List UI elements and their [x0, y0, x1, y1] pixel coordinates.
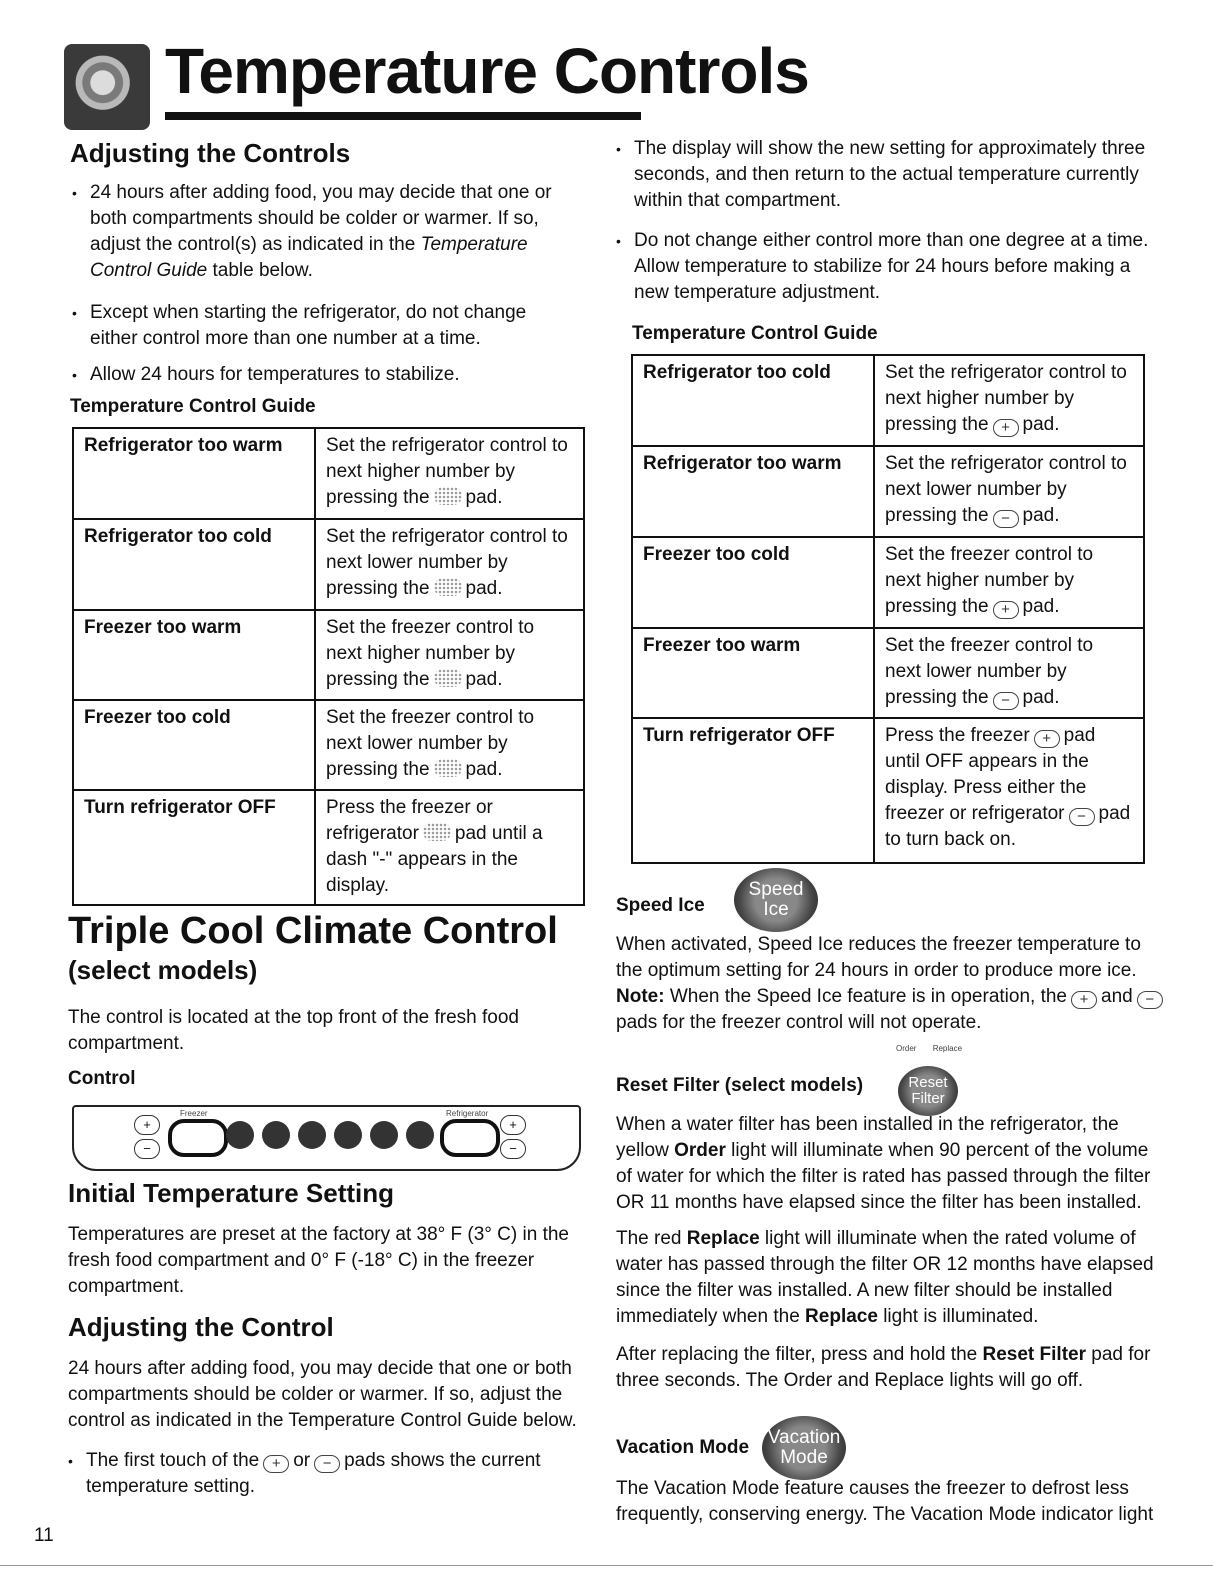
- action-text: Set the refrigerator control to next higher number by pressing the: [885, 362, 1127, 435]
- guide-action: [874, 628, 1144, 718]
- replace-indicator-label: Replace: [932, 1044, 963, 1053]
- action-text: pad.: [1022, 596, 1060, 617]
- reset-filter-p1: [616, 1112, 1161, 1216]
- badge-text: Filter: [911, 1090, 945, 1107]
- bullet-text: pads shows the current temperature setting.: [86, 1450, 541, 1497]
- speed-ice-badge-icon: [734, 868, 818, 932]
- minus-pad-icon: −: [314, 1455, 340, 1473]
- page-number: 11: [34, 1525, 54, 1546]
- badge-text: Speed: [748, 879, 804, 900]
- guide-condition: Turn refrigerator OFF: [73, 790, 315, 905]
- plus-pad-icon: +: [993, 601, 1019, 619]
- adjusting-control-bullet: [68, 1448, 586, 1500]
- guide-condition: Refrigerator too warm: [632, 446, 874, 537]
- bullet-text: or: [293, 1450, 311, 1471]
- panel-button-icon: [262, 1121, 290, 1149]
- bullet-item: • The display will show the new setting for approximately three seconds, and then return to the actual temperature currently within that compartment.: [616, 136, 1161, 214]
- bullet-text: table below.: [212, 260, 313, 281]
- panel-button-icon: [370, 1121, 398, 1149]
- guide-row: [632, 355, 1144, 446]
- pad-icon: [434, 487, 462, 505]
- action-text: pad.: [465, 759, 503, 780]
- badge-text: Ice: [763, 899, 789, 920]
- note-text: pads for the freezer control will not operate.: [616, 1012, 982, 1033]
- guide-row: [73, 519, 584, 610]
- freezer-plus-icon: +: [134, 1115, 160, 1135]
- action-text: Set the freezer control to next higher number by pressing the: [885, 544, 1094, 617]
- para-bold: Replace: [805, 1306, 878, 1327]
- pad-icon: [423, 823, 451, 841]
- badge-text: Reset: [908, 1074, 948, 1091]
- action-text: pad to turn back on.: [885, 803, 1131, 850]
- para-bold: Reset Filter: [982, 1344, 1086, 1365]
- freezer-minus-icon: −: [134, 1139, 160, 1159]
- guide-action: [874, 446, 1144, 537]
- vacation-mode-text: The Vacation Mode feature causes the freezer to defrost less frequently, conserving energy. The Vacation Mode indicator light: [616, 1478, 1154, 1525]
- action-text: pad.: [465, 487, 503, 508]
- bullet-item: [72, 180, 577, 284]
- action-text: pad.: [465, 669, 503, 690]
- plus-pad-icon: +: [993, 419, 1019, 437]
- panel-button-icon: [298, 1121, 326, 1149]
- dial-icon: [64, 44, 150, 130]
- action-text: pad until OFF appears in the display. Press either the freezer or refrigerator: [885, 725, 1096, 824]
- minus-pad-icon: −: [993, 510, 1019, 528]
- plus-pad-icon: +: [1071, 991, 1097, 1009]
- panel-button-icon: [226, 1121, 254, 1149]
- guide-action: [874, 355, 1144, 446]
- action-text: Press the freezer or refrigerator: [326, 797, 493, 844]
- bullet-item: • Do not change either control more than one degree at a time. Allow temperature to stabilize for 24 hours before making a new temperature adjustment.: [616, 228, 1161, 306]
- action-text: pad.: [1022, 414, 1060, 435]
- minus-pad-icon: −: [1069, 808, 1095, 826]
- para-text: When a water filter has been installed in the refrigerator, the yellow: [616, 1114, 1119, 1161]
- guide-condition: Freezer too cold: [73, 700, 315, 790]
- left-guide-table: [72, 427, 585, 906]
- bullet-italic: Temperature Control Guide: [90, 234, 528, 281]
- action-text: Set the freezer control to next lower number by pressing the: [326, 707, 535, 780]
- note-label: Note:: [616, 986, 665, 1007]
- guide-action: [315, 610, 584, 700]
- title-rule: [165, 112, 641, 120]
- para-text: light will illuminate when 90 percent of the volume of water for which the filter is rated has passed through the filter OR 11 months have elapsed since the filter has been installed.: [616, 1140, 1151, 1213]
- right-guide-heading: Temperature Control Guide: [632, 323, 878, 344]
- control-label: Control: [68, 1068, 136, 1089]
- bullet-text: 24 hours after adding food, you may decide that one or both compartments should be colder or warmer. If so, adjust the control(s) as indicated in the: [90, 182, 552, 255]
- note-text: When the Speed Ice feature is in operation, the: [669, 986, 1067, 1007]
- vacation-mode-badge-icon: [762, 1416, 846, 1480]
- initial-setting-text: Temperatures are preset at the factory at 38° F (3° C) in the fresh food compartment and 0° F (-18° C) in the freezer compartment.: [68, 1224, 569, 1297]
- indicator-lights: [896, 1044, 962, 1053]
- pad-icon: [434, 578, 462, 596]
- bullet-item: • Except when starting the refrigerator, do not change either control more than one number at a time.: [72, 300, 577, 352]
- guide-row: [73, 790, 584, 905]
- plus-pad-icon: +: [1034, 730, 1060, 748]
- para-text: light will illuminate when the rated volume of water has passed through the filter OR 12 months have elapsed since the filter was installed. A new filter should be installed immediately when the: [616, 1228, 1154, 1327]
- reset-filter-p2: [616, 1226, 1161, 1330]
- para-text: pad for three seconds. The Order and Replace lights will go off.: [616, 1344, 1151, 1391]
- bullet-item: • Allow 24 hours for temperatures to stabilize.: [72, 362, 577, 388]
- guide-row: [73, 700, 584, 790]
- action-text: Set the refrigerator control to next higher number by pressing the: [326, 435, 568, 508]
- adjusting-control-heading: Adjusting the Control: [68, 1312, 334, 1342]
- guide-row: [73, 610, 584, 700]
- guide-condition: Freezer too warm: [632, 628, 874, 718]
- triple-cool-text: The control is located at the top front of the fresh food compartment.: [68, 1007, 519, 1054]
- triple-cool-heading: Triple Cool Climate Control: [68, 910, 558, 952]
- guide-action: [874, 718, 1144, 863]
- pad-icon: [434, 759, 462, 777]
- adjusting-control-text: 24 hours after adding food, you may decide that one or both compartments should be colder or warmer. If so, adjust the control as indicated in the Temperature Control Guide below.: [68, 1358, 577, 1431]
- speed-ice-text: When activated, Speed Ice reduces the freezer temperature to the optimum setting for 24 hours in order to produce more ice.: [616, 934, 1141, 981]
- minus-pad-icon: −: [1137, 991, 1163, 1009]
- panel-freezer-label: Freezer: [180, 1109, 208, 1118]
- action-text: pad.: [1022, 687, 1060, 708]
- guide-action: [315, 428, 584, 519]
- action-text: Set the freezer control to next higher number by pressing the: [326, 617, 535, 690]
- refrigerator-minus-icon: −: [500, 1139, 526, 1159]
- guide-condition: Refrigerator too cold: [73, 519, 315, 610]
- bottom-rule: [0, 1565, 1213, 1566]
- guide-action: [315, 790, 584, 905]
- reset-filter-heading: Reset Filter (select models): [616, 1075, 864, 1096]
- para-bold: Order: [674, 1140, 726, 1161]
- refrigerator-plus-icon: +: [500, 1115, 526, 1135]
- guide-row: [73, 428, 584, 519]
- adjusting-controls-heading: Adjusting the Controls: [70, 138, 351, 168]
- adjusting-controls-bullets: [72, 180, 577, 388]
- action-text: Press the freezer: [885, 725, 1030, 746]
- plus-pad-icon: +: [263, 1455, 289, 1473]
- panel-button-icon: [406, 1121, 434, 1149]
- guide-row: [632, 628, 1144, 718]
- reset-filter-badge-icon: [898, 1066, 958, 1116]
- guide-row: [632, 446, 1144, 537]
- para-bold: Replace: [686, 1228, 760, 1249]
- triple-cool-subheading: (select models): [68, 955, 258, 985]
- para-text: The red: [616, 1228, 682, 1249]
- guide-action: [874, 537, 1144, 628]
- guide-condition: Turn refrigerator OFF: [632, 718, 874, 863]
- freezer-display: [168, 1119, 228, 1157]
- reset-filter-p3: [616, 1342, 1161, 1394]
- note-text: and: [1101, 986, 1133, 1007]
- action-text: Set the refrigerator control to next lower number by pressing the: [326, 526, 568, 599]
- speed-ice-note: [616, 984, 1186, 1036]
- badge-text: Mode: [780, 1447, 828, 1468]
- initial-setting-heading: Initial Temperature Setting: [68, 1178, 395, 1208]
- vacation-mode-heading: Vacation Mode: [616, 1437, 750, 1458]
- guide-action: [315, 700, 584, 790]
- guide-row: [632, 537, 1144, 628]
- guide-row: [632, 718, 1144, 863]
- guide-action: [315, 519, 584, 610]
- refrigerator-display: [440, 1119, 500, 1157]
- left-guide-heading: Temperature Control Guide: [70, 396, 316, 417]
- right-guide-table: [631, 354, 1145, 864]
- action-text: pad until a dash "-" appears in the display.: [326, 823, 543, 896]
- guide-condition: Freezer too warm: [73, 610, 315, 700]
- action-text: pad.: [465, 578, 503, 599]
- action-text: pad.: [1022, 505, 1060, 526]
- right-bullets: [616, 136, 1161, 306]
- guide-condition: Freezer too cold: [632, 537, 874, 628]
- para-text: After replacing the filter, press and hold the: [616, 1344, 978, 1365]
- action-text: Set the freezer control to next lower number by pressing the: [885, 635, 1094, 708]
- para-text: light is illuminated.: [883, 1306, 1039, 1327]
- minus-pad-icon: −: [993, 692, 1019, 710]
- guide-condition: Refrigerator too warm: [73, 428, 315, 519]
- action-text: Set the refrigerator control to next lower number by pressing the: [885, 453, 1127, 526]
- page-title: Temperature Controls: [165, 35, 809, 107]
- bullet-text: The first touch of the: [86, 1450, 260, 1471]
- panel-refrigerator-label: Refrigerator: [446, 1109, 489, 1118]
- control-panel-illustration: [72, 1105, 581, 1171]
- speed-ice-heading: Speed Ice: [616, 895, 705, 916]
- panel-button-icon: [334, 1121, 362, 1149]
- badge-text: Vacation: [767, 1427, 841, 1448]
- order-indicator-label: Order: [896, 1044, 917, 1053]
- pad-icon: [434, 669, 462, 687]
- guide-condition: Refrigerator too cold: [632, 355, 874, 446]
